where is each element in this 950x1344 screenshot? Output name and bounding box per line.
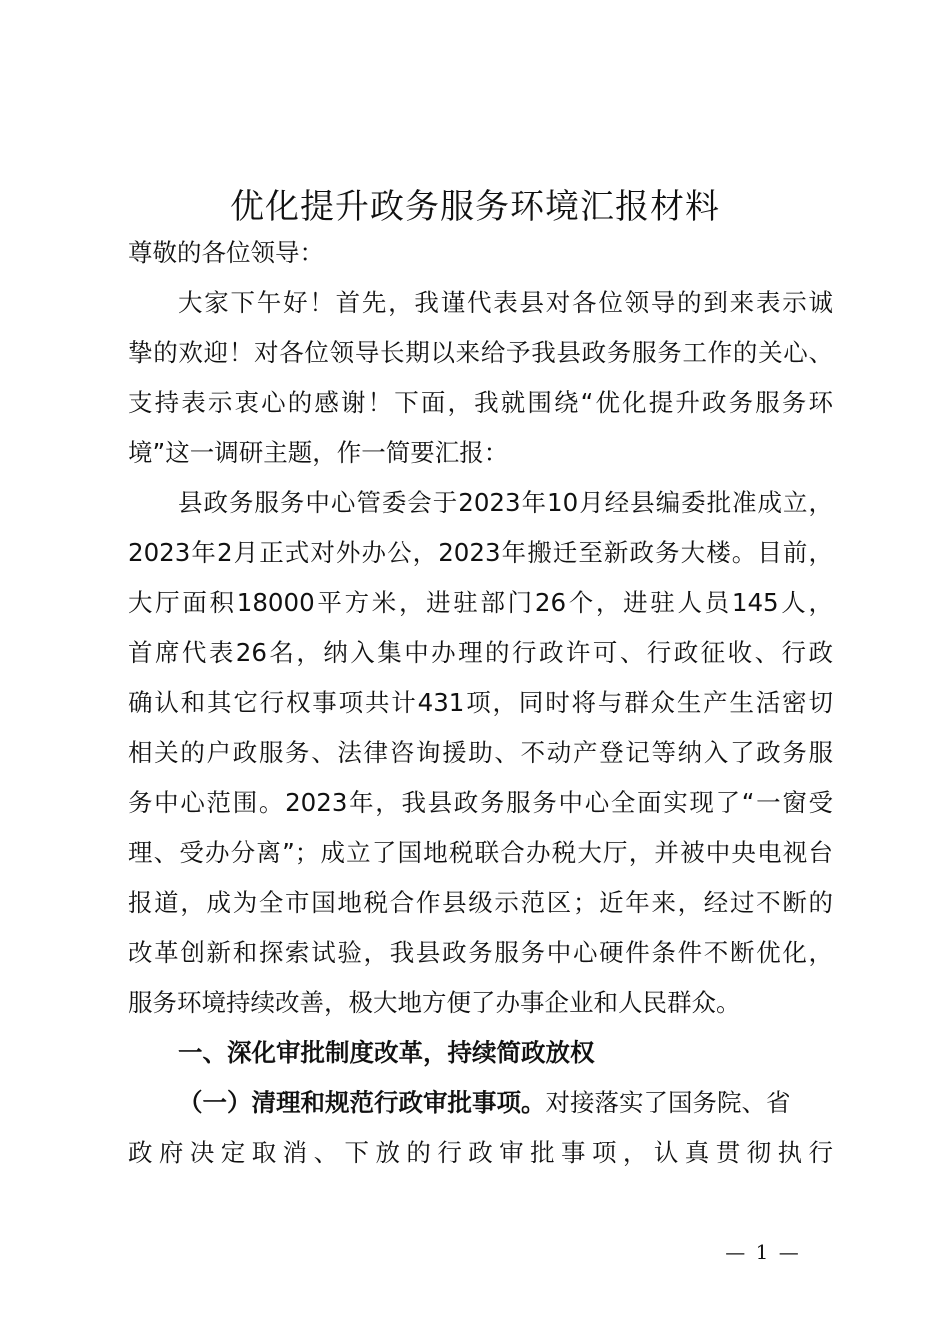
salutation: 尊敬的各位领导： [128, 238, 324, 267]
paragraph-line: 支持表示衷心的感谢！下面，我就围绕“优化提升政务服务环 [128, 388, 833, 417]
paragraph-line: 挚的欢迎！对各位领导长期以来给予我县政务服务工作的关心、 [128, 338, 833, 367]
subsection-line [178, 1083, 833, 1123]
paragraph-line: 大厅面积18000平方米，进驻部门26个，进驻人员145人， [128, 588, 833, 617]
page-number: — 1 — [725, 1240, 801, 1264]
subsection-text: 对接落实了国务院、省 [545, 1088, 791, 1117]
paragraph-line: 确认和其它行权事项共计431项，同时将与群众生产生活密切 [128, 688, 833, 717]
paragraph-line: 务中心范围。2023年，我县政务服务中心全面实现了“一窗受 [128, 788, 833, 817]
section-heading: 一、深化审批制度改革，持续简政放权 [178, 1038, 595, 1067]
paragraph-line: 2023年2月正式对外办公，2023年搬迁至新政务大楼。目前， [128, 538, 833, 567]
paragraph-line: 改革创新和探索试验，我县政务服务中心硬件条件不断优化， [128, 938, 833, 967]
subsection-heading: （一）清理和规范行政审批事项。 [178, 1088, 546, 1117]
paragraph-line: 报道，成为全市国地税合作县级示范区；近年来，经过不断的 [128, 888, 833, 917]
paragraph-line: 境”这一调研主题，作一简要汇报： [128, 438, 509, 467]
paragraph-line: 县政务服务中心管委会于2023年10月经县编委批准成立， [178, 488, 833, 517]
paragraph-line: 首席代表26名，纳入集中办理的行政许可、行政征收、行政 [128, 638, 833, 667]
document-title: 优化提升政务服务环境汇报材料 [230, 187, 720, 227]
paragraph-line: 相关的户政服务、法律咨询援助、不动产登记等纳入了政务服 [128, 738, 833, 767]
paragraph-line: 理、受办分离”；成立了国地税联合办税大厅，并被中央电视台 [128, 838, 833, 867]
paragraph-line: 服务环境持续改善，极大地方便了办事企业和人民群众。 [128, 988, 741, 1017]
paragraph-line: 政府决定取消、下放的行政审批事项，认真贯彻执行 [128, 1138, 833, 1167]
paragraph-line: 大家下午好！首先，我谨代表县对各位领导的到来表示诚 [178, 288, 833, 317]
